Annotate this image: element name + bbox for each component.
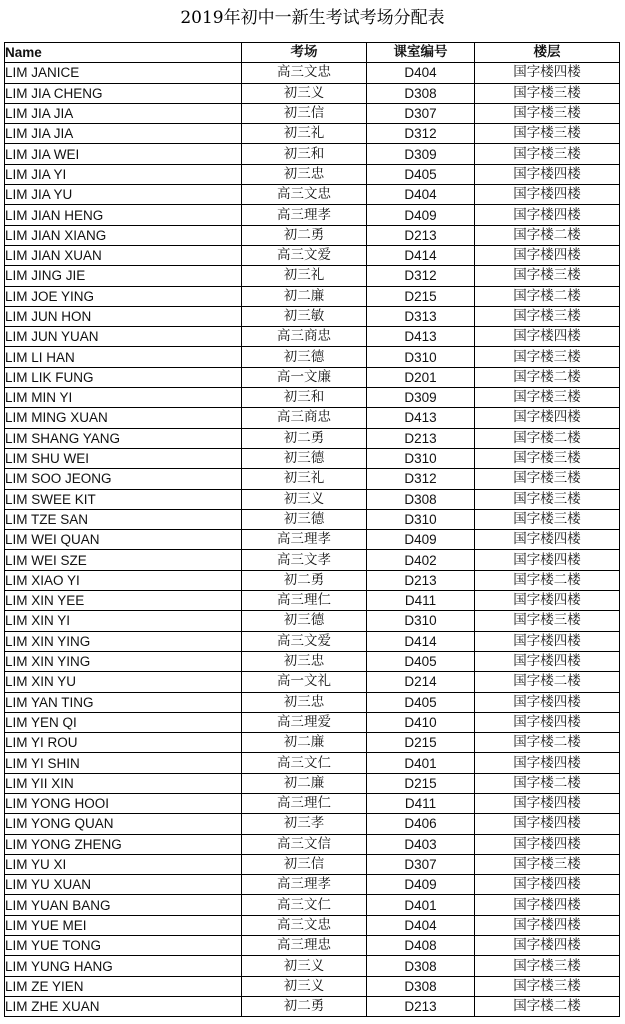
floor-cell: 国字楼四楼 [475,631,620,651]
student-name-cell: LIM JIA JIA [5,103,242,123]
table-row [5,651,620,671]
table-row [5,205,620,225]
floor-cell: 国字楼四楼 [475,834,620,854]
floor-cell: 国字楼三楼 [475,124,620,144]
exam-venue-cell: 初三义 [242,489,367,509]
student-name-cell: LIM JANICE [5,63,242,83]
exam-venue-cell: 初三敏 [242,306,367,326]
student-name-cell: LIM YONG ZHENG [5,834,242,854]
room-number-cell: D405 [367,164,475,184]
table-row [5,692,620,712]
table-row [5,428,620,448]
exam-venue-cell: 初三信 [242,854,367,874]
page-title: 2019年初中一新生考试考场分配表 [180,8,445,28]
exam-venue-cell: 高三理孝 [242,530,367,550]
exam-venue-cell: 初三德 [242,611,367,631]
table-row [5,753,620,773]
exam-venue-cell: 初三礼 [242,124,367,144]
floor-cell: 国字楼四楼 [475,591,620,611]
room-number-cell: D401 [367,753,475,773]
table-row [5,996,620,1016]
student-name-cell: LIM XIN YU [5,672,242,692]
floor-cell: 国字楼四楼 [475,185,620,205]
header-room: 课室编号 [367,43,475,63]
exam-venue-cell: 高三理忠 [242,936,367,956]
header-venue: 考场 [242,43,367,63]
floor-cell: 国字楼三楼 [475,388,620,408]
floor-cell: 国字楼四楼 [475,205,620,225]
exam-venue-cell: 初二勇 [242,996,367,1016]
student-name-cell: LIM YU XUAN [5,875,242,895]
floor-cell: 国字楼四楼 [475,753,620,773]
exam-venue-cell: 高三文爱 [242,245,367,265]
exam-venue-cell: 初二廉 [242,773,367,793]
floor-cell: 国字楼三楼 [475,306,620,326]
room-number-cell: D308 [367,83,475,103]
room-number-cell: D414 [367,631,475,651]
room-number-cell: D409 [367,530,475,550]
room-number-cell: D214 [367,672,475,692]
exam-venue-cell: 初三孝 [242,814,367,834]
table-row [5,225,620,245]
room-number-cell: D413 [367,327,475,347]
room-number-cell: D310 [367,347,475,367]
exam-venue-cell: 初三礼 [242,469,367,489]
floor-cell: 国字楼四楼 [475,550,620,570]
room-number-cell: D215 [367,773,475,793]
student-name-cell: LIM YUAN BANG [5,895,242,915]
table-row [5,286,620,306]
table-row [5,469,620,489]
room-number-cell: D409 [367,205,475,225]
student-name-cell: LIM SWEE KIT [5,489,242,509]
student-name-cell: LIM ZHE XUAN [5,996,242,1016]
student-name-cell: LIM MIN YI [5,388,242,408]
room-number-cell: D308 [367,976,475,996]
student-name-cell: LIM JIA CHENG [5,83,242,103]
table-row [5,509,620,529]
floor-cell: 国字楼三楼 [475,103,620,123]
student-name-cell: LIM SHU WEI [5,448,242,468]
table-row [5,611,620,631]
floor-cell: 国字楼四楼 [475,936,620,956]
table-row [5,347,620,367]
floor-cell: 国字楼四楼 [475,875,620,895]
exam-venue-cell: 高三商忠 [242,408,367,428]
exam-venue-cell: 高三理孝 [242,205,367,225]
table-row [5,103,620,123]
table-row [5,367,620,387]
table-row [5,793,620,813]
room-number-cell: D213 [367,570,475,590]
floor-cell: 国字楼三楼 [475,448,620,468]
exam-venue-cell: 高三商忠 [242,327,367,347]
table-row [5,854,620,874]
room-number-cell: D408 [367,936,475,956]
student-name-cell: LIM XIN YING [5,631,242,651]
student-name-cell: LIM YUE TONG [5,936,242,956]
table-row [5,915,620,935]
table-row [5,388,620,408]
table-body [5,63,620,1017]
exam-venue-cell: 高三文忠 [242,915,367,935]
floor-cell: 国字楼三楼 [475,956,620,976]
floor-cell: 国字楼四楼 [475,712,620,732]
table-row [5,530,620,550]
floor-cell: 国字楼三楼 [475,347,620,367]
table-row [5,266,620,286]
floor-cell: 国字楼四楼 [475,327,620,347]
exam-venue-cell: 高三文忠 [242,63,367,83]
exam-venue-cell: 高三文孝 [242,550,367,570]
student-name-cell: LIM JIA JIA [5,124,242,144]
room-number-cell: D413 [367,408,475,428]
floor-cell: 国字楼四楼 [475,164,620,184]
student-name-cell: LIM JIAN HENG [5,205,242,225]
exam-venue-cell: 初三忠 [242,692,367,712]
room-number-cell: D309 [367,388,475,408]
exam-venue-cell: 初三忠 [242,651,367,671]
room-number-cell: D401 [367,895,475,915]
student-name-cell: LIM JIAN XIANG [5,225,242,245]
room-number-cell: D213 [367,428,475,448]
table-row [5,164,620,184]
floor-cell: 国字楼二楼 [475,672,620,692]
table-row [5,408,620,428]
floor-cell: 国字楼三楼 [475,489,620,509]
floor-cell: 国字楼三楼 [475,509,620,529]
exam-venue-cell: 高三文信 [242,834,367,854]
student-name-cell: LIM XIN YI [5,611,242,631]
exam-venue-cell: 高三文仁 [242,895,367,915]
student-name-cell: LIM YONG HOOI [5,793,242,813]
table-row [5,631,620,651]
table-row [5,448,620,468]
exam-venue-cell: 初三义 [242,976,367,996]
table-row [5,124,620,144]
room-number-cell: D310 [367,509,475,529]
room-number-cell: D402 [367,550,475,570]
student-name-cell: LIM JIA YI [5,164,242,184]
room-number-cell: D307 [367,854,475,874]
floor-cell: 国字楼二楼 [475,733,620,753]
floor-cell: 国字楼四楼 [475,651,620,671]
room-number-cell: D310 [367,611,475,631]
table-row [5,185,620,205]
student-name-cell: LIM JUN HON [5,306,242,326]
exam-venue-cell: 初三德 [242,509,367,529]
room-number-cell: D308 [367,489,475,509]
exam-venue-cell: 初二廉 [242,286,367,306]
exam-venue-cell: 高三理孝 [242,875,367,895]
floor-cell: 国字楼二楼 [475,773,620,793]
student-name-cell: LIM TZE SAN [5,509,242,529]
floor-cell: 国字楼三楼 [475,83,620,103]
room-number-cell: D404 [367,63,475,83]
table-row [5,570,620,590]
exam-venue-cell: 初二勇 [242,570,367,590]
exam-venue-cell: 高三文爱 [242,631,367,651]
floor-cell: 国字楼三楼 [475,854,620,874]
student-name-cell: LIM YAN TING [5,692,242,712]
floor-cell: 国字楼三楼 [475,469,620,489]
exam-venue-cell: 初三义 [242,956,367,976]
exam-venue-cell: 初三德 [242,448,367,468]
room-number-cell: D411 [367,591,475,611]
student-name-cell: LIM XIN YEE [5,591,242,611]
exam-venue-cell: 高一文礼 [242,672,367,692]
table-row [5,327,620,347]
student-name-cell: LIM YONG QUAN [5,814,242,834]
table-row [5,245,620,265]
student-name-cell: LIM YII XIN [5,773,242,793]
exam-venue-cell: 初三和 [242,388,367,408]
room-number-cell: D405 [367,692,475,712]
floor-cell: 国字楼三楼 [475,611,620,631]
exam-venue-cell: 高三理仁 [242,793,367,813]
table-row [5,144,620,164]
table-row [5,875,620,895]
room-number-cell: D403 [367,834,475,854]
floor-cell: 国字楼二楼 [475,367,620,387]
floor-cell: 国字楼三楼 [475,266,620,286]
student-name-cell: LIM SOO JEONG [5,469,242,489]
exam-venue-cell: 初三礼 [242,266,367,286]
table-row [5,834,620,854]
table-row [5,672,620,692]
student-name-cell: LIM YUE MEI [5,915,242,935]
student-name-cell: LIM WEI QUAN [5,530,242,550]
student-name-cell: LIM YU XI [5,854,242,874]
student-name-cell: LIM LI HAN [5,347,242,367]
table-row [5,489,620,509]
room-number-cell: D213 [367,996,475,1016]
exam-venue-cell: 高三理仁 [242,591,367,611]
student-name-cell: LIM ZE YIEN [5,976,242,996]
floor-cell: 国字楼二楼 [475,570,620,590]
room-number-cell: D213 [367,225,475,245]
student-name-cell: LIM JIAN XUAN [5,245,242,265]
header-floor: 楼层 [475,43,620,63]
room-number-cell: D310 [367,448,475,468]
exam-venue-cell: 初三信 [242,103,367,123]
floor-cell: 国字楼四楼 [475,915,620,935]
table-row [5,733,620,753]
floor-cell: 国字楼四楼 [475,814,620,834]
table-row [5,63,620,83]
student-name-cell: LIM JIA WEI [5,144,242,164]
table-row [5,550,620,570]
room-number-cell: D201 [367,367,475,387]
student-name-cell: LIM YUNG HANG [5,956,242,976]
floor-cell: 国字楼二楼 [475,225,620,245]
floor-cell: 国字楼二楼 [475,286,620,306]
floor-cell: 国字楼四楼 [475,895,620,915]
floor-cell: 国字楼四楼 [475,530,620,550]
student-name-cell: LIM JOE YING [5,286,242,306]
table-row [5,773,620,793]
table-row [5,83,620,103]
student-name-cell: LIM JING JIE [5,266,242,286]
room-number-cell: D406 [367,814,475,834]
student-name-cell: LIM MING XUAN [5,408,242,428]
room-number-cell: D215 [367,286,475,306]
student-name-cell: LIM XIAO YI [5,570,242,590]
exam-venue-cell: 高一文廉 [242,367,367,387]
room-number-cell: D309 [367,144,475,164]
floor-cell: 国字楼二楼 [475,996,620,1016]
exam-venue-cell: 初三德 [242,347,367,367]
student-name-cell: LIM WEI SZE [5,550,242,570]
room-number-cell: D312 [367,469,475,489]
room-number-cell: D404 [367,185,475,205]
student-name-cell: LIM YI ROU [5,733,242,753]
table-row [5,814,620,834]
student-name-cell: LIM LIK FUNG [5,367,242,387]
exam-venue-cell: 高三文仁 [242,753,367,773]
table-row [5,306,620,326]
room-number-cell: D404 [367,915,475,935]
floor-cell: 国字楼三楼 [475,976,620,996]
floor-cell: 国字楼四楼 [475,408,620,428]
student-name-cell: LIM SHANG YANG [5,428,242,448]
room-number-cell: D312 [367,124,475,144]
student-name-cell: LIM JUN YUAN [5,327,242,347]
room-number-cell: D215 [367,733,475,753]
room-number-cell: D313 [367,306,475,326]
exam-venue-cell: 初三和 [242,144,367,164]
table-row [5,936,620,956]
room-number-cell: D308 [367,956,475,976]
floor-cell: 国字楼二楼 [475,428,620,448]
table-header-row [5,43,620,63]
floor-cell: 国字楼四楼 [475,245,620,265]
table-row [5,976,620,996]
exam-venue-cell: 初二勇 [242,225,367,245]
room-number-cell: D405 [367,651,475,671]
room-number-cell: D414 [367,245,475,265]
floor-cell: 国字楼四楼 [475,793,620,813]
table-row [5,591,620,611]
room-number-cell: D312 [367,266,475,286]
room-number-cell: D409 [367,875,475,895]
exam-venue-cell: 高三理爱 [242,712,367,732]
exam-venue-cell: 初三义 [242,83,367,103]
floor-cell: 国字楼四楼 [475,63,620,83]
exam-venue-cell: 高三文忠 [242,185,367,205]
student-name-cell: LIM XIN YING [5,651,242,671]
exam-venue-cell: 初二勇 [242,428,367,448]
floor-cell: 国字楼三楼 [475,144,620,164]
exam-venue-cell: 初二廉 [242,733,367,753]
student-name-cell: LIM YEN QI [5,712,242,732]
exam-allocation-table [4,42,620,1017]
table-row [5,956,620,976]
table-row [5,895,620,915]
room-number-cell: D411 [367,793,475,813]
table-row [5,712,620,732]
header-name: Name [5,43,242,63]
floor-cell: 国字楼四楼 [475,692,620,712]
student-name-cell: LIM JIA YU [5,185,242,205]
room-number-cell: D307 [367,103,475,123]
student-name-cell: LIM YI SHIN [5,753,242,773]
room-number-cell: D410 [367,712,475,732]
exam-venue-cell: 初三忠 [242,164,367,184]
